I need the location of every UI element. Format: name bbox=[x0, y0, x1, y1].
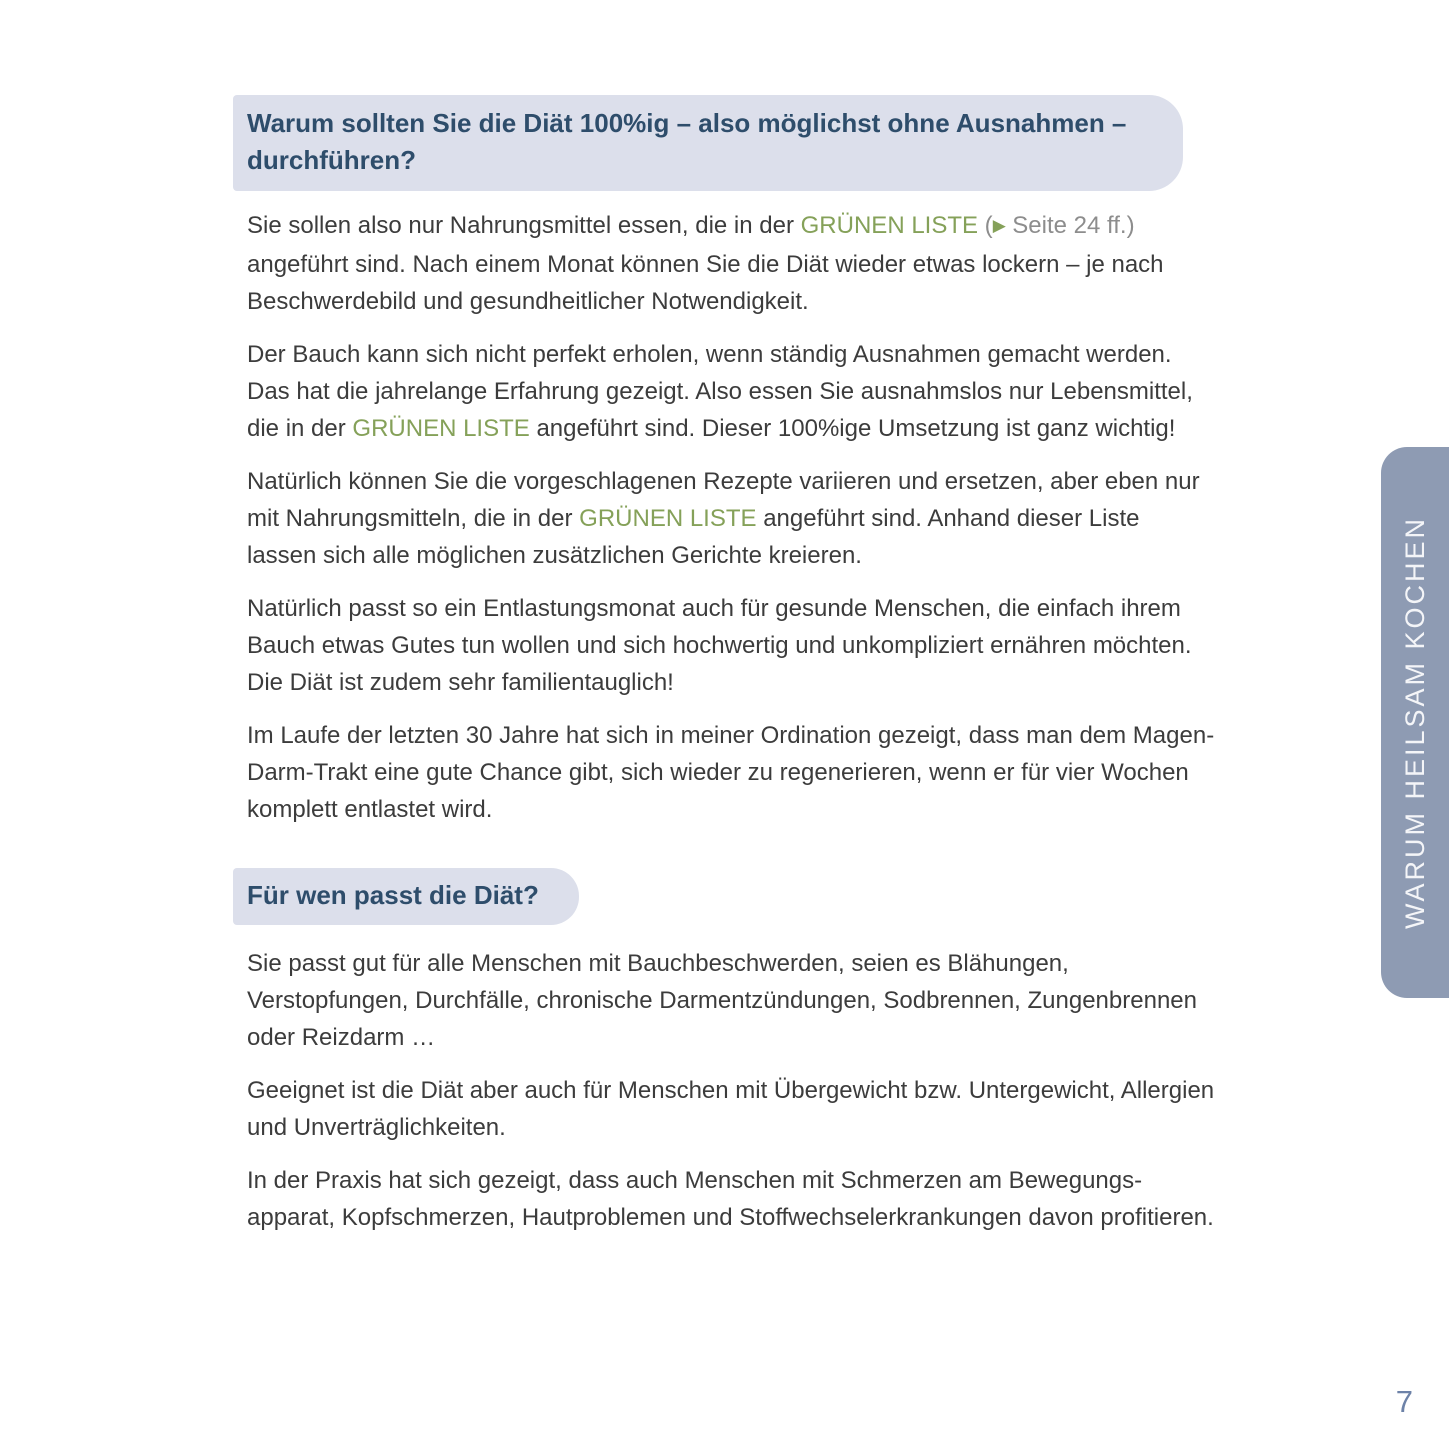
green-list-link: GRÜNEN LISTE bbox=[800, 212, 979, 239]
body-text: angeführt sind. Anhand dieser Liste lassen sich alle möglichen zusätzlichen Gerichte kreieren. bbox=[247, 505, 1140, 569]
section-heading-who-fits-diet: Für wen passt die Diät? bbox=[233, 868, 579, 925]
arrow-right-icon: ▶ bbox=[992, 216, 1006, 235]
body-text: angeführt sind. Nach einem Monat können Sie die Diät wieder etwas lockern – je nach Beschwerdebild und gesundheitlicher Notwendigkeit. bbox=[247, 251, 1164, 315]
body-text: Natürlich können Sie die vorgeschlagenen Rezepte variieren und ersetzen, aber eben nur mit Nahrungsmitteln, die in der bbox=[247, 468, 1200, 532]
paragraph-7: Geeignet ist die Diät aber auch für Menschen mit Übergewicht bzw. Untergewicht, Allergien und Unverträglichkeiten. bbox=[247, 1077, 1215, 1141]
page-number: 7 bbox=[1395, 1384, 1413, 1419]
page-ref-paren: ( bbox=[978, 212, 993, 239]
green-list-link: GRÜNEN LISTE bbox=[579, 505, 757, 532]
paragraph-5: Im Laufe der letzten 30 Jahre hat sich in meiner Ordination gezeigt, dass man dem Magen-Darm-Trakt eine gute Chance gibt, sich wieder zu regenerieren, wenn er für vier Wochen komplett entlastet wird. bbox=[247, 722, 1215, 823]
paragraph-3 bbox=[247, 463, 1215, 574]
paragraph-2 bbox=[247, 336, 1215, 447]
body-text: Sie sollen also nur Nahrungsmittel essen, die in der bbox=[247, 212, 801, 239]
chapter-tab-label: WARUM HEILSAM KOCHEN bbox=[1399, 515, 1430, 930]
page-ref: Seite 24 ff.) bbox=[1005, 212, 1135, 239]
paragraph-8: In der Praxis hat sich gezeigt, dass auch Menschen mit Schmerzen am Bewegungsapparat, Kopfschmerzen, Hautproblemen und Stoffwechselerkrankungen davon profitieren. bbox=[247, 1167, 1214, 1231]
body-text: Der Bauch kann sich nicht perfekt erholen, wenn ständig Ausnahmen gemacht werden. Das hat die jahrelange Erfahrung gezeigt. Also essen Sie ausnahmslos nur Lebensmittel, die in der bbox=[247, 341, 1193, 442]
paragraph-4: Natürlich passt so ein Entlastungsmonat auch für gesunde Menschen, die einfach ihrem Bauch etwas Gutes tun wollen und sich hochwertig und unkompliziert ernähren möchten. Die Diät ist zudem sehr familientauglich! bbox=[247, 595, 1192, 696]
page-content bbox=[233, 95, 1219, 1236]
body-text: angeführt sind. Dieser 100%ige Umsetzung ist ganz wichtig! bbox=[529, 415, 1176, 442]
paragraph-6: Sie passt gut für alle Menschen mit Bauchbeschwerden, seien es Blähungen, Verstopfungen, Durchfälle, chronische Darmentzündungen, Sodbrennen, Zungenbrennen oder Reizdarm … bbox=[247, 950, 1197, 1051]
chapter-tab-warum-heilsam-kochen bbox=[1381, 447, 1449, 998]
paragraph-1 bbox=[247, 207, 1215, 320]
green-list-link: GRÜNEN LISTE bbox=[352, 415, 530, 442]
section-heading-why-100-percent: Warum sollten Sie die Diät 100%ig – also möglichst ohne Ausnahmen – durchführen? bbox=[233, 95, 1183, 191]
